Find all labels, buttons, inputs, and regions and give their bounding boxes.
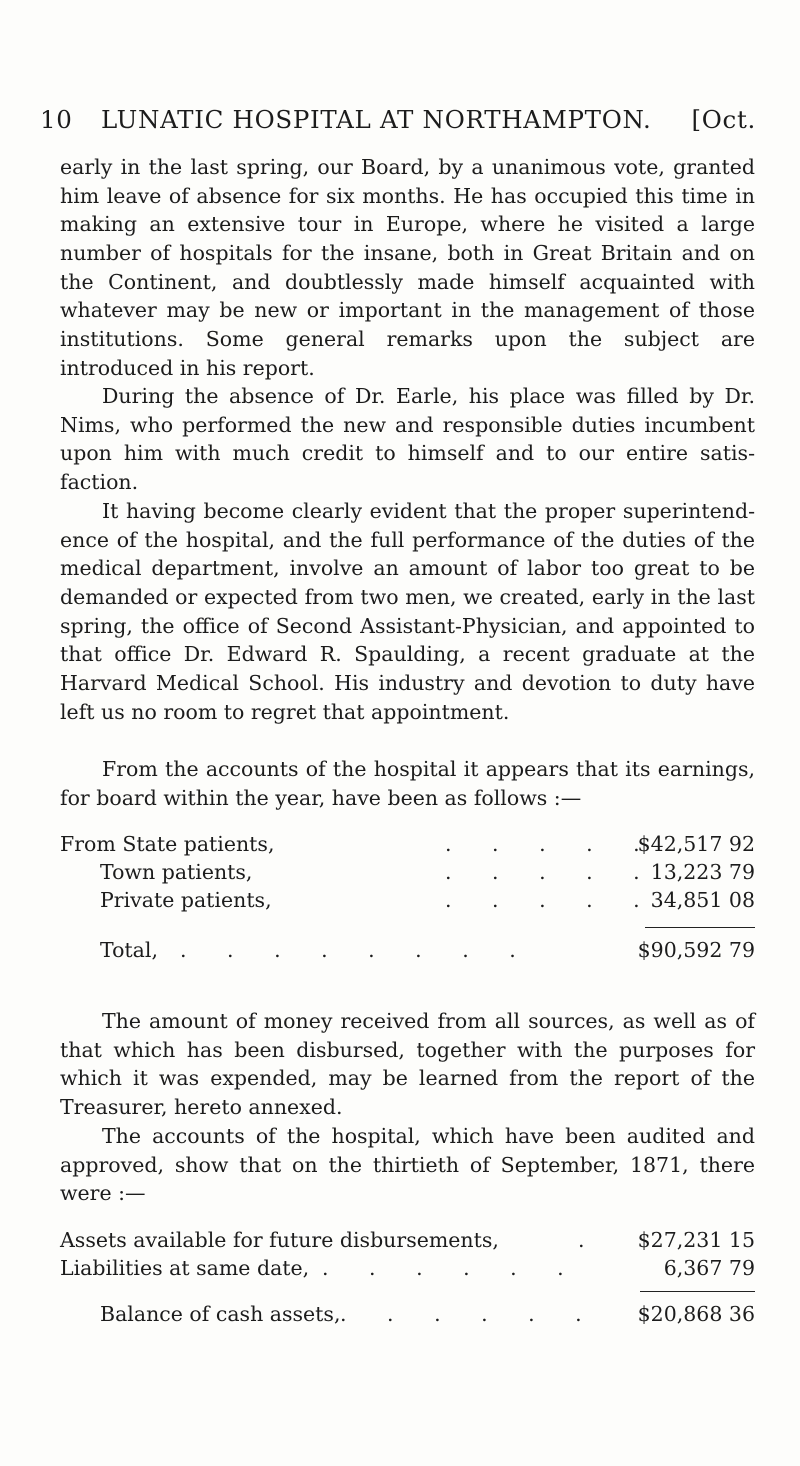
earnings-label: From State patients, xyxy=(60,832,275,856)
earnings-total-amount: $90,592 79 xyxy=(637,938,755,962)
paragraph-leave-of-absence: early in the last spring, our Board, by a unanimous vote, granted him leave of absence for six months. He has occupied this time in making an extensive tour in Europe, where he visited a large number of hospitals for the insane, both in Great Britain and on the Continent, and doubtlessly made himself acquainted with whatever may be new or important in the management of those institutions. Some general remarks upon the subject are introduced in his report. xyxy=(60,155,755,380)
page-number: 10 xyxy=(40,105,73,134)
balance-total-row xyxy=(60,1299,755,1329)
balance-row xyxy=(60,1253,755,1283)
leader-dots: . . . . . xyxy=(445,860,657,884)
paragraph-accounts: The accounts of the hospital, which have been audited and approved, show that on the thirtieth of September, 1871, there were :— xyxy=(60,1124,755,1206)
balance-label: Assets available for future disbursements, xyxy=(60,1228,499,1252)
leader-dots: . xyxy=(578,1228,602,1252)
earnings-label: Private patients, xyxy=(100,888,272,912)
paragraph-second-assistant: It having become clearly evident that the proper superintend- ence of the hospital, and the full performance of the duties of the medical department, involve an amount of labor too great to be demanded or expected from two men, we created, early in the last spring, the office of Second Assistant-Physician, and appointed to that office Dr. Edward R. Spaulding, a recent graduate at the Harvard Medical School. His industry and devotion to duty have left us no room to regret that appointment. xyxy=(60,499,755,724)
earnings-total-label: Total, xyxy=(100,938,158,962)
balance-total-label: Balance of cash assets, xyxy=(100,1302,341,1326)
total-rule xyxy=(645,927,755,928)
running-head xyxy=(40,105,756,145)
earnings-row xyxy=(60,885,755,915)
running-date: [Oct. xyxy=(691,105,756,134)
leader-dots: . . . . . . . . xyxy=(180,938,533,962)
earnings-row xyxy=(60,829,755,859)
paragraph-earnings-intro: From the accounts of the hospital it appears that its earnings, for board within the year, have been as follows :— xyxy=(60,757,755,810)
running-title: LUNATIC HOSPITAL AT NORTHAMPTON. xyxy=(101,105,652,134)
paragraph-treasurer: The amount of money received from all sources, as well as of that which has been disbursed, together with the purposes for which it was expended, may be learned from the report of the Treasurer, hereto annexed. xyxy=(60,1009,755,1119)
leader-dots: . . . . . . xyxy=(340,1302,599,1326)
balance-row xyxy=(60,1225,755,1255)
balance-total-amount: $20,868 36 xyxy=(637,1302,755,1326)
balance-label: Liabilities at same date, xyxy=(60,1256,310,1280)
earnings-label: Town patients, xyxy=(100,860,253,884)
earnings-amount: 13,223 79 xyxy=(650,860,755,884)
balance-amount: 6,367 79 xyxy=(663,1256,755,1280)
earnings-row xyxy=(60,857,755,887)
leader-dots: . . . . . xyxy=(445,832,657,856)
leader-dots: . . . . . xyxy=(445,888,657,912)
earnings-amount: 34,851 08 xyxy=(650,888,755,912)
leader-dots: . . . . . . xyxy=(322,1256,581,1280)
earnings-amount: $42,517 92 xyxy=(637,832,755,856)
balance-amount: $27,231 15 xyxy=(637,1228,755,1252)
paragraph-dr-nims: During the absence of Dr. Earle, his place was filled by Dr. Nims, who performed the new and responsible duties incumbent upon him with much credit to himself and to our entire satis- faction. xyxy=(60,384,755,494)
total-rule xyxy=(640,1291,755,1292)
earnings-total-row xyxy=(60,935,755,965)
